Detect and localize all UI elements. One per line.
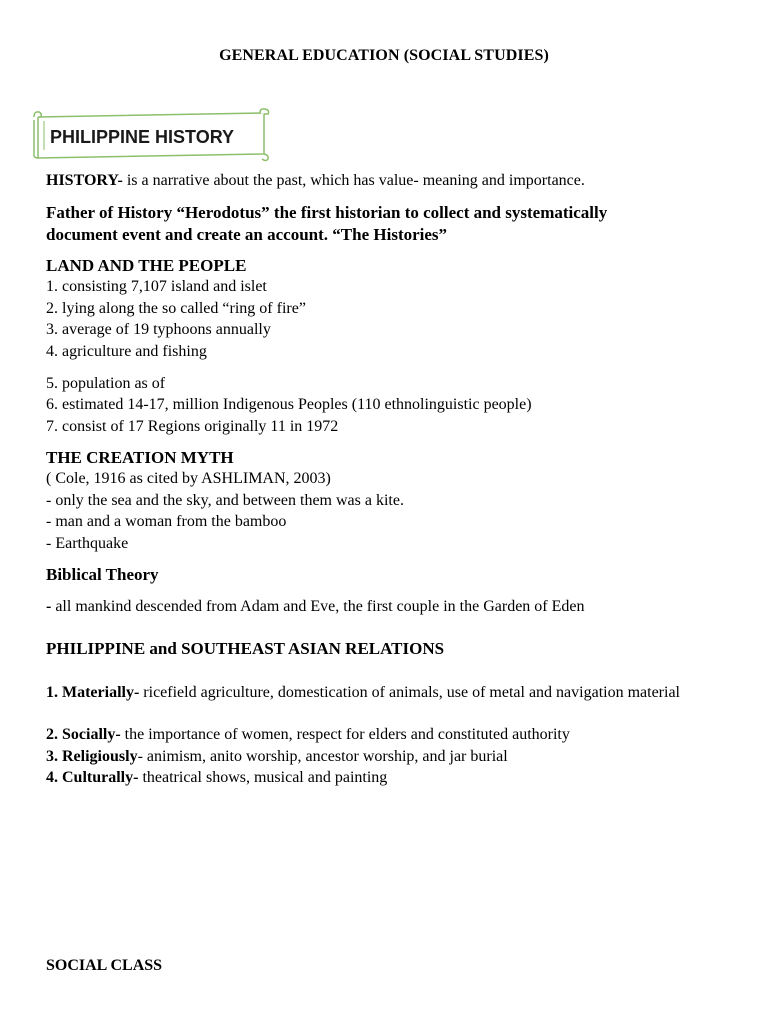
myth-citation: ( Cole, 1916 as cited by ASHLIMAN, 2003)	[46, 470, 331, 487]
biblical-body: all mankind descended from Adam and Eve, the first couple in the Garden of Eden	[51, 598, 585, 615]
history-definition	[46, 170, 585, 192]
page-title: GENERAL EDUCATION (SOCIAL STUDIES)	[219, 47, 549, 64]
relations-term: 3. Religiously	[46, 748, 138, 765]
banner-label: PHILIPPINE HISTORY	[50, 127, 235, 147]
relations-text: theatrical shows, musical and painting	[138, 769, 388, 786]
list-item: 1. consisting 7,107 island and islet	[46, 278, 267, 295]
relations-item	[46, 724, 570, 746]
relations-item	[46, 682, 736, 704]
relations-term: 1. Materially-	[46, 684, 140, 701]
father-line-1: Father of History “Herodotus” the first historian to collect and systematically	[46, 203, 608, 222]
relations-text: - animism, anito worship, ancestor worship, and jar burial	[137, 748, 508, 765]
biblical-dash: -	[46, 598, 52, 615]
biblical-text	[46, 596, 585, 618]
list-item: 2. lying along the so called “ring of fire”	[46, 300, 306, 317]
list-item: - man and a woman from the bamboo	[46, 513, 287, 530]
list-item: 3. average of 19 typhoons annually	[46, 321, 271, 338]
biblical-heading: Biblical Theory	[46, 565, 159, 584]
land-heading: LAND AND THE PEOPLE	[46, 256, 247, 275]
list-item: 6. estimated 14-17, million Indigenous Peoples (110 ethnolinguistic people)	[46, 396, 532, 413]
relations-term: 4. Culturally-	[46, 769, 139, 786]
relations-heading: PHILIPPINE and SOUTHEAST ASIAN RELATIONS	[46, 639, 445, 658]
relations-text: ricefield agriculture, domestication of animals, use of metal and navigation material	[139, 684, 680, 701]
philippine-history-banner	[30, 108, 272, 162]
social-class-heading: SOCIAL CLASS	[46, 957, 163, 974]
father-line-2: document event and create an account. “The Histories”	[46, 225, 448, 244]
relations-item	[46, 746, 508, 768]
history-text: is a narrative about the past, which has value- meaning and importance.	[122, 172, 585, 189]
list-item: 4. agriculture and fishing	[46, 343, 207, 360]
list-item: 7. consist of 17 Regions originally 11 in 1972	[46, 418, 339, 435]
relations-text: the importance of women, respect for elders and constituted authority	[120, 726, 570, 743]
list-item: - Earthquake	[46, 535, 129, 552]
relations-item	[46, 767, 387, 789]
list-item: 5. population as of	[46, 375, 166, 392]
myth-heading: THE CREATION MYTH	[46, 448, 234, 467]
history-term: HISTORY-	[46, 172, 123, 189]
list-item: - only the sea and the sky, and between them was a kite.	[46, 492, 404, 509]
relations-term: 2. Socially-	[46, 726, 121, 743]
